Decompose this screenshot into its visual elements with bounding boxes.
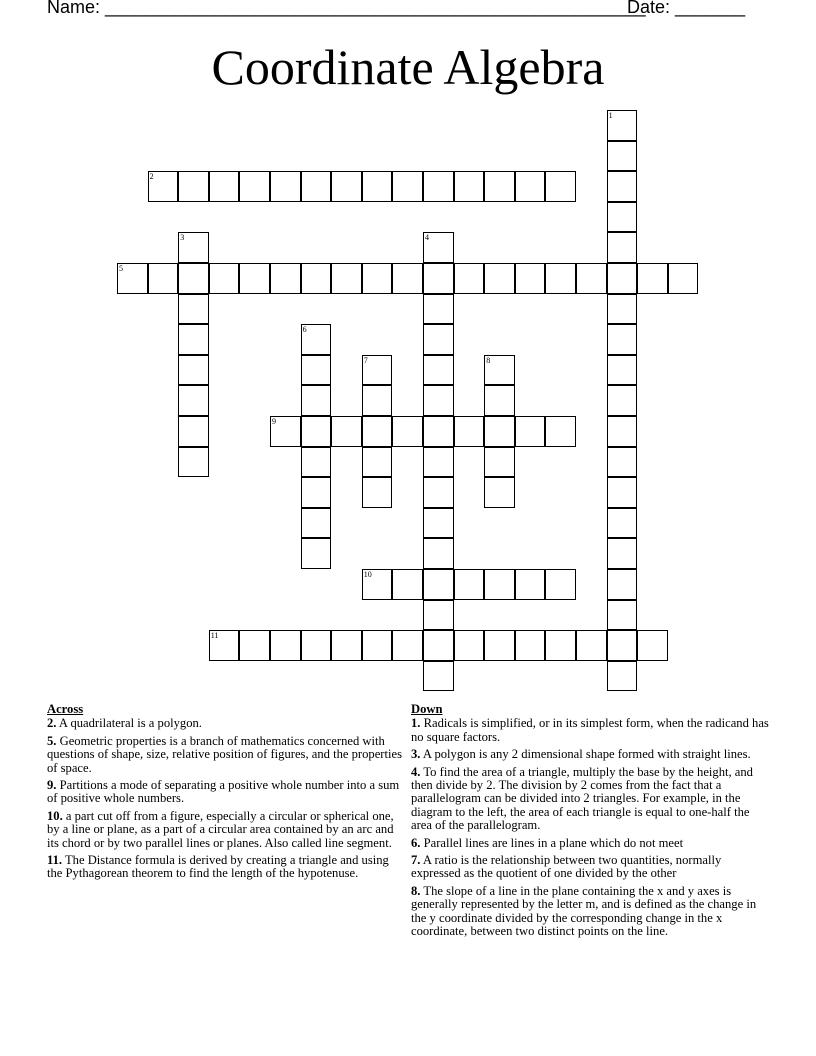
grid-cell[interactable]: [362, 171, 393, 202]
grid-cell[interactable]: [423, 661, 454, 692]
grid-cell[interactable]: [607, 202, 638, 233]
clue-across-9: [47, 779, 402, 806]
grid-cell[interactable]: [362, 355, 393, 386]
grid-cell[interactable]: [607, 661, 638, 692]
grid-cell[interactable]: [239, 630, 270, 661]
clue-text: Partitions a mode of separating a positive whole number into a sum of positive whole numbers.: [47, 778, 400, 806]
clue-number: 11.: [47, 853, 63, 868]
grid-cell[interactable]: [607, 538, 638, 569]
grid-cell[interactable]: [545, 171, 576, 202]
down-clues: [411, 703, 773, 943]
grid-cell[interactable]: [301, 508, 332, 539]
grid-cell[interactable]: [637, 630, 668, 661]
grid-cell[interactable]: [607, 600, 638, 631]
clue-text: A ratio is the relationship between two quantities, normally expressed as the quotient of one divided by the other: [411, 853, 722, 881]
clue-number: 1.: [411, 716, 421, 731]
grid-cell[interactable]: [209, 263, 240, 294]
grid-cell[interactable]: [331, 263, 362, 294]
grid-cell[interactable]: [148, 263, 179, 294]
clue-text: Radicals is simplified, or in its simplest form, when the radicand has no square factors.: [411, 716, 769, 744]
grid-cell[interactable]: [607, 355, 638, 386]
grid-cell[interactable]: [331, 171, 362, 202]
grid-cell[interactable]: [607, 569, 638, 600]
grid-cell[interactable]: [178, 324, 209, 355]
grid-cell[interactable]: [545, 630, 576, 661]
grid-cell[interactable]: [178, 263, 209, 294]
clue-down-6: [411, 837, 773, 850]
grid-cell[interactable]: [484, 447, 515, 478]
grid-cell[interactable]: [484, 355, 515, 386]
grid-cell[interactable]: [484, 385, 515, 416]
grid-cell[interactable]: [178, 355, 209, 386]
grid-cell[interactable]: [423, 538, 454, 569]
grid-cell[interactable]: [178, 385, 209, 416]
grid-cell[interactable]: [576, 630, 607, 661]
grid-cell[interactable]: [423, 447, 454, 478]
clue-number: 2.: [47, 716, 57, 731]
grid-cell[interactable]: [239, 171, 270, 202]
grid-cell[interactable]: [515, 416, 546, 447]
grid-cell[interactable]: [607, 141, 638, 172]
grid-cell[interactable]: [607, 294, 638, 325]
grid-cell[interactable]: [423, 324, 454, 355]
grid-cell[interactable]: [607, 447, 638, 478]
grid-cell[interactable]: [301, 263, 332, 294]
grid-cell[interactable]: [423, 294, 454, 325]
entry-number: 7: [363, 355, 368, 365]
grid-cell[interactable]: [515, 263, 546, 294]
clue-number: 4.: [411, 764, 421, 779]
grid-cell[interactable]: [209, 630, 240, 661]
grid-cell[interactable]: [484, 630, 515, 661]
across-clues: [47, 703, 402, 885]
clue-text: To find the area of a triangle, multiply the base by the height, and then divide by 2. The division by 2 comes from the fact that a parallelogram can be divided into 2 triangles. For example, in the diagram to the left, the area of each triangle is equal to one-half the area of the parallelogram.: [411, 764, 753, 833]
grid-cell[interactable]: [148, 171, 179, 202]
grid-cell[interactable]: [362, 416, 393, 447]
grid-cell[interactable]: [239, 263, 270, 294]
grid-cell[interactable]: [423, 416, 454, 447]
grid-cell[interactable]: [362, 263, 393, 294]
clue-number: 5.: [47, 733, 57, 748]
grid-cell[interactable]: [301, 538, 332, 569]
clue-across-10: [47, 810, 402, 850]
grid-cell[interactable]: [484, 569, 515, 600]
grid-cell[interactable]: [454, 630, 485, 661]
grid-cell[interactable]: [117, 263, 148, 294]
grid-cell[interactable]: [331, 416, 362, 447]
entry-number: 3: [180, 233, 185, 243]
grid-cell[interactable]: [301, 355, 332, 386]
grid-cell[interactable]: [423, 355, 454, 386]
grid-cell[interactable]: [515, 171, 546, 202]
grid-cell[interactable]: [423, 171, 454, 202]
name-field[interactable]: Name: ______________________________________________________: [47, 0, 646, 17]
down-heading: Down: [411, 702, 443, 716]
grid-cell[interactable]: [392, 263, 423, 294]
grid-cell[interactable]: [607, 630, 638, 661]
grid-cell[interactable]: [178, 447, 209, 478]
grid-cell[interactable]: [362, 630, 393, 661]
grid-cell[interactable]: [515, 569, 546, 600]
grid-cell[interactable]: [301, 447, 332, 478]
entry-number: 1: [608, 111, 613, 120]
grid-cell[interactable]: [178, 416, 209, 447]
grid-cell[interactable]: [392, 569, 423, 600]
page-title: Coordinate Algebra: [211, 39, 605, 95]
grid-cell[interactable]: [362, 385, 393, 416]
clue-down-3: [411, 748, 773, 761]
date-field[interactable]: Date: _______: [627, 0, 746, 17]
grid-cell[interactable]: [270, 630, 301, 661]
clue-text: A quadrilateral is a polygon.: [56, 716, 202, 731]
clue-number: 3.: [411, 747, 421, 762]
entry-number: 5: [119, 264, 123, 273]
clue-text: a part cut off from a figure, especially a circular or spherical one, by a line or plane, as a part of a circular area contained by an arc and its chord or by two parallel lines or planes. Also called line segment.: [47, 808, 394, 850]
clue-number: 8.: [411, 883, 421, 898]
grid-cell[interactable]: [637, 263, 668, 294]
grid-cell[interactable]: [209, 171, 240, 202]
entry-number: 6: [302, 325, 307, 335]
clue-across-2: [47, 717, 402, 730]
grid-cell[interactable]: [668, 263, 699, 294]
clue-down-4: [411, 766, 773, 833]
grid-cell[interactable]: [607, 508, 638, 539]
grid-cell[interactable]: [607, 232, 638, 263]
grid-cell[interactable]: [301, 477, 332, 508]
grid-cell[interactable]: [484, 477, 515, 508]
entry-number: 8: [486, 355, 491, 365]
grid-cell[interactable]: [301, 630, 332, 661]
grid-cell[interactable]: [392, 630, 423, 661]
grid-cell[interactable]: [423, 630, 454, 661]
grid-cell[interactable]: [270, 171, 301, 202]
grid-cell[interactable]: [301, 324, 332, 355]
entry-number: 4: [425, 233, 429, 243]
grid-cell[interactable]: [423, 477, 454, 508]
grid-cell[interactable]: [331, 630, 362, 661]
grid-cell[interactable]: [454, 263, 485, 294]
grid-cell[interactable]: [607, 385, 638, 416]
grid-cell[interactable]: [545, 416, 576, 447]
grid-cell[interactable]: [454, 569, 485, 600]
grid-cell[interactable]: [576, 263, 607, 294]
clue-text: Parallel lines are lines in a plane which do not meet: [420, 835, 684, 850]
entry-number: 10: [363, 570, 372, 579]
grid-cell[interactable]: [423, 263, 454, 294]
grid-cell[interactable]: [362, 569, 393, 600]
grid-cell[interactable]: [607, 171, 638, 202]
grid-cell[interactable]: [423, 508, 454, 539]
grid-cell[interactable]: [301, 171, 332, 202]
clue-number: 10.: [47, 808, 63, 823]
clue-text: The slope of a line in the plane containing the x and y axes is generally represented by the letter m, and is defined as the change in the y coordinate divided by the corresponding change in the x coordinate, between two distinct points on the line.: [411, 883, 757, 939]
grid-cell[interactable]: [301, 416, 332, 447]
grid-cell[interactable]: [392, 171, 423, 202]
grid-cell[interactable]: [484, 416, 515, 447]
clue-across-11: [47, 854, 402, 881]
entry-number: 9: [272, 417, 276, 426]
grid-cell[interactable]: [178, 294, 209, 325]
grid-cell[interactable]: [607, 477, 638, 508]
grid-cell[interactable]: [484, 263, 515, 294]
grid-cell[interactable]: [270, 416, 301, 447]
clue-text: Geometric properties is a branch of mathematics concerned with questions of shape, size, relative position of figures, and the properties of space.: [47, 733, 402, 775]
grid-cell[interactable]: [545, 263, 576, 294]
grid-cell[interactable]: [178, 232, 209, 263]
grid-cell[interactable]: [515, 630, 546, 661]
clue-down-7: [411, 854, 773, 881]
clue-number: 6.: [411, 835, 421, 850]
entry-number: 2: [149, 172, 154, 182]
grid-cell[interactable]: [362, 477, 393, 508]
grid-cell[interactable]: [607, 110, 638, 141]
grid-cell[interactable]: [454, 171, 485, 202]
grid-cell[interactable]: [270, 263, 301, 294]
grid-cell[interactable]: [607, 416, 638, 447]
grid-cell[interactable]: [484, 171, 515, 202]
grid-cell[interactable]: [607, 324, 638, 355]
entry-number: 11: [210, 631, 219, 641]
clue-number: 9.: [47, 778, 57, 793]
grid-cell[interactable]: [178, 171, 209, 202]
grid-cell[interactable]: [607, 263, 638, 294]
clue-down-8: [411, 885, 773, 939]
grid-cell[interactable]: [423, 569, 454, 600]
grid-cell[interactable]: [454, 416, 485, 447]
grid-cell[interactable]: [423, 232, 454, 263]
grid-cell[interactable]: [392, 416, 423, 447]
grid-cell[interactable]: [301, 385, 332, 416]
clue-down-1: [411, 717, 773, 744]
clue-number: 7.: [411, 853, 421, 868]
across-heading: Across: [47, 702, 84, 716]
clue-text: The Distance formula is derived by creating a triangle and using the Pythagorean theorem to find the length of the hypotenuse.: [47, 853, 389, 881]
clue-across-5: [47, 735, 402, 775]
grid-cell[interactable]: [423, 385, 454, 416]
grid-cell[interactable]: [362, 447, 393, 478]
clue-text: A polygon is any 2 dimensional shape formed with straight lines.: [420, 747, 751, 762]
grid-cell[interactable]: [423, 600, 454, 631]
grid-cell[interactable]: [545, 569, 576, 600]
